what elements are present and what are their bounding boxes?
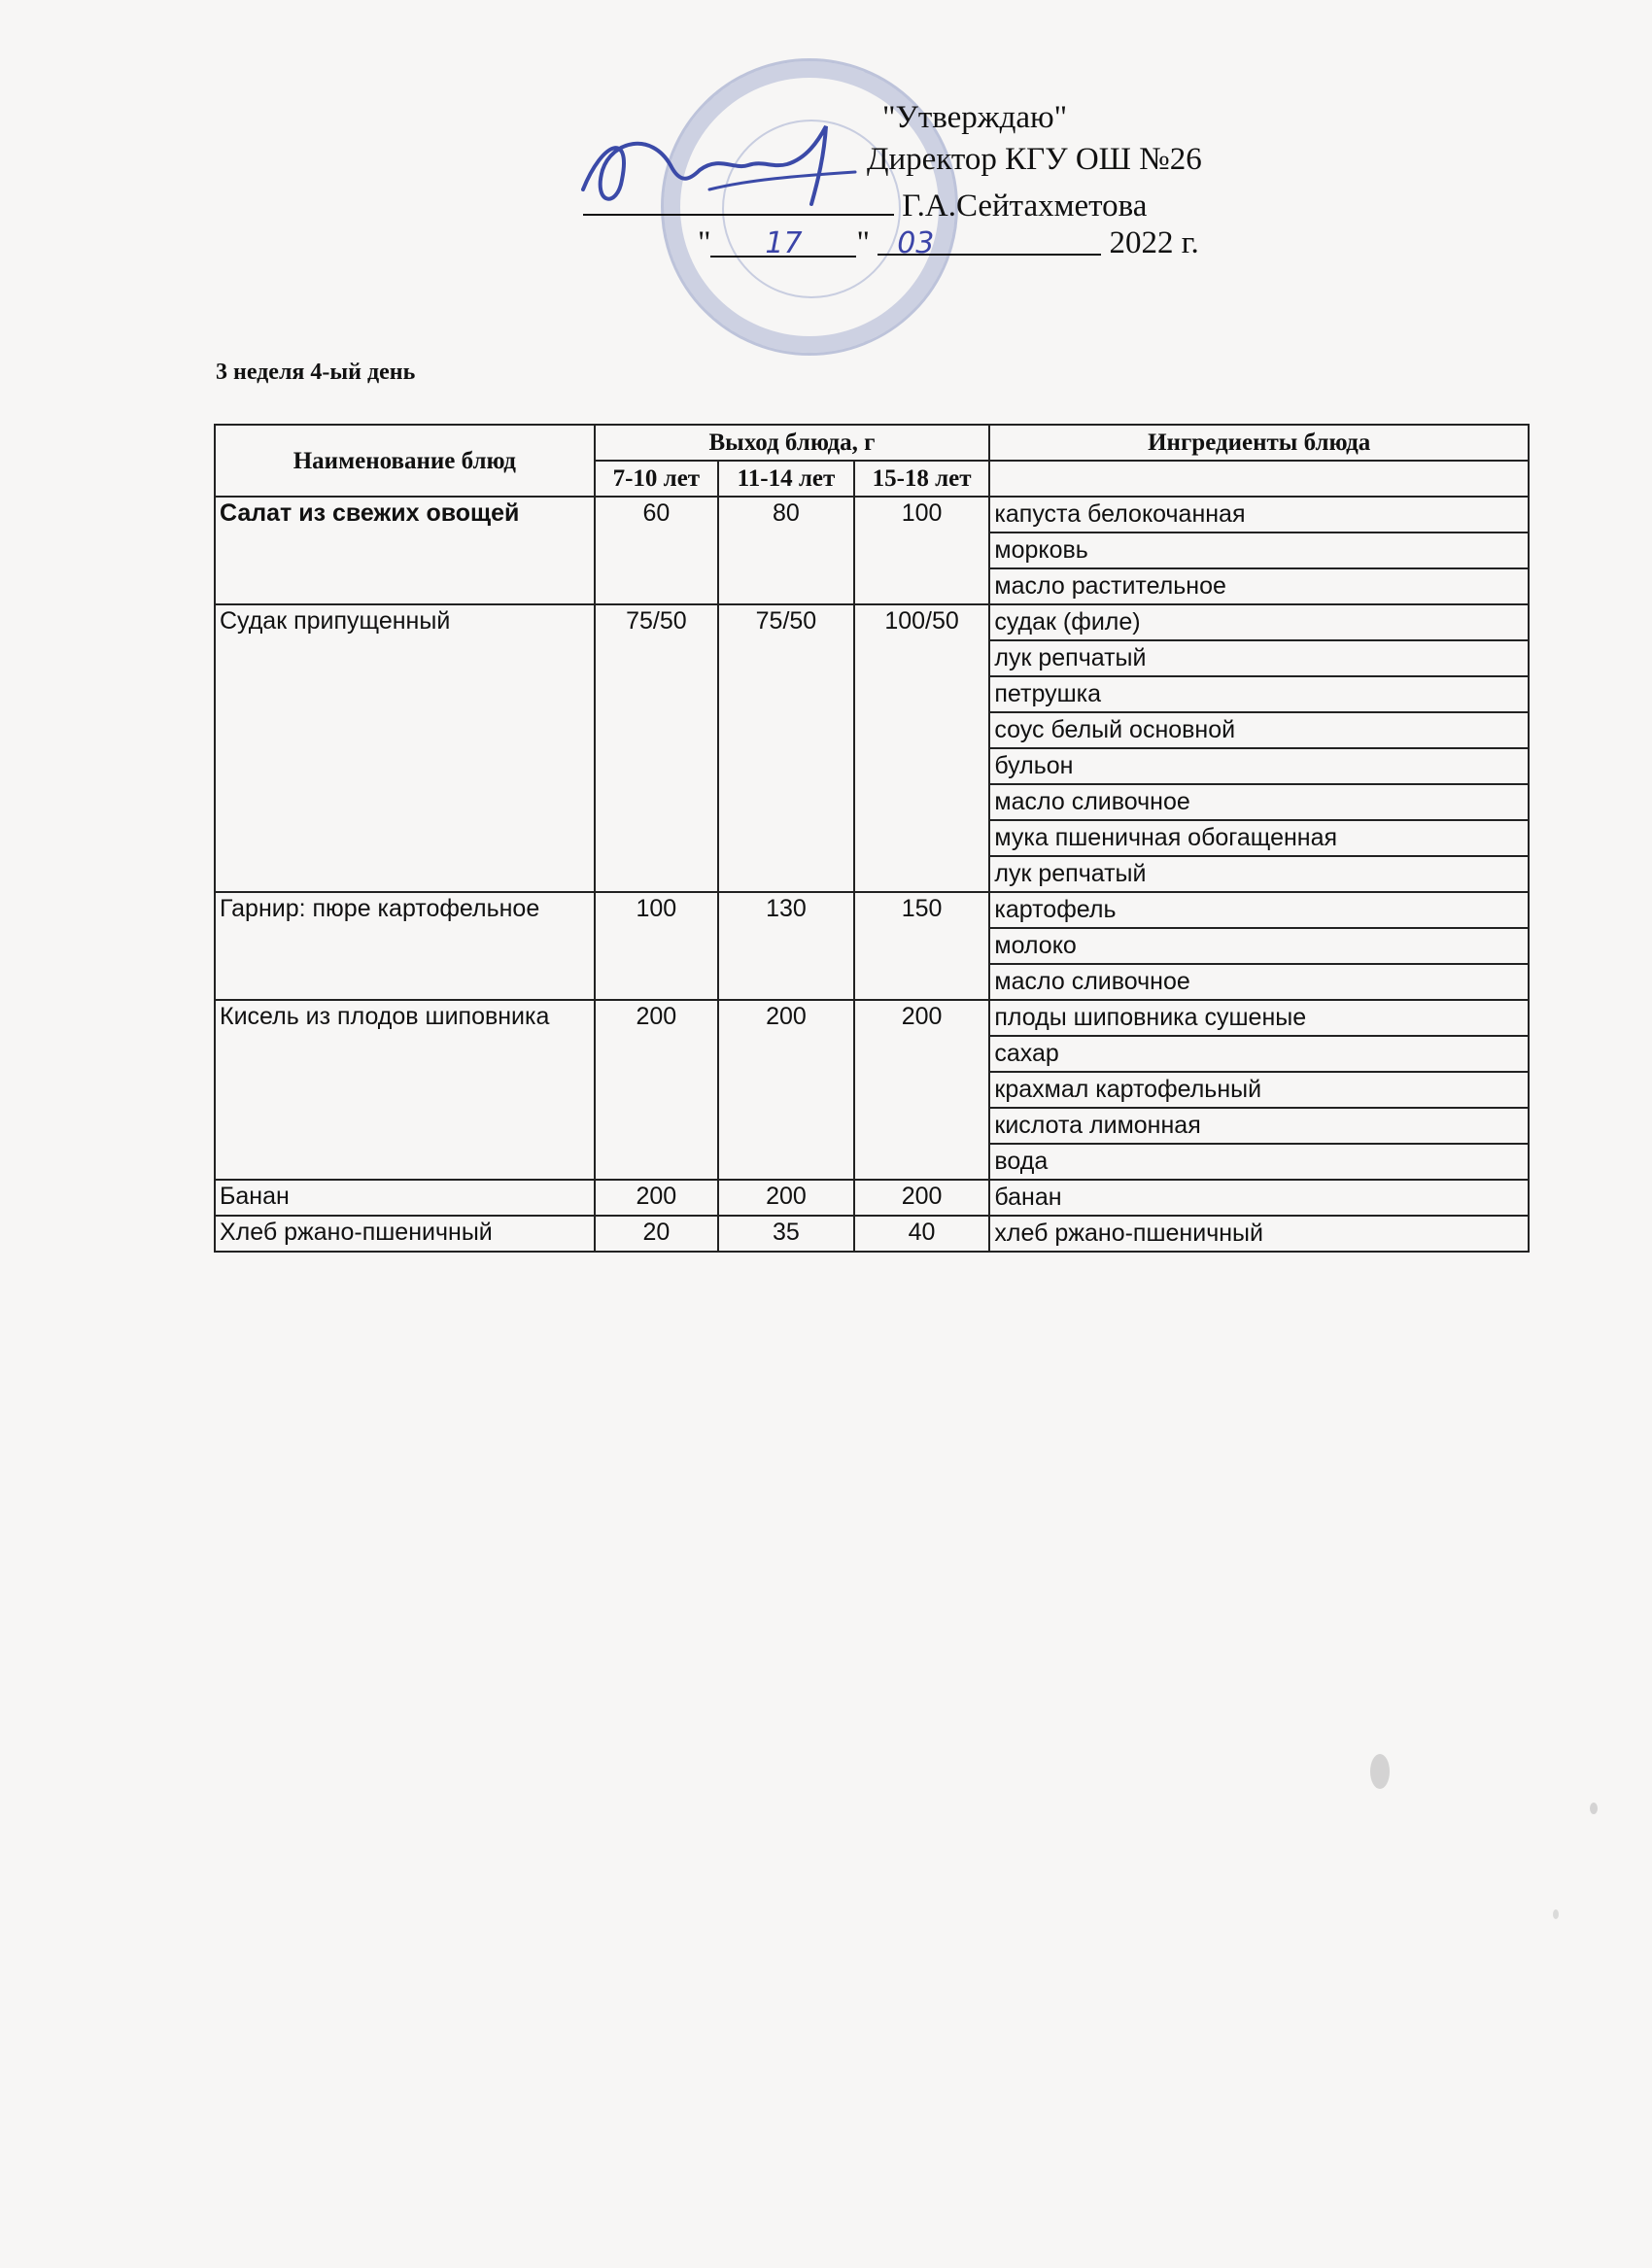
date-quote-close: " xyxy=(856,225,870,260)
dish-name: Гарнир: пюре картофельное xyxy=(215,892,595,1000)
yield-7-10: 75/50 xyxy=(595,604,719,892)
approval-name-line xyxy=(583,181,1263,223)
ingredient: банан xyxy=(989,1180,1529,1216)
menu-table xyxy=(214,424,1530,1253)
ingredient: петрушка xyxy=(989,676,1529,712)
table-row xyxy=(215,892,1529,928)
dish-name: Кисель из плодов шиповника xyxy=(215,1000,595,1180)
yield-11-14: 80 xyxy=(718,497,854,604)
header-yield: Выход блюда, г xyxy=(595,425,990,461)
header-ingredients: Ингредиенты блюда xyxy=(989,425,1529,461)
table-row xyxy=(215,604,1529,640)
header-dish: Наименование блюд xyxy=(215,425,595,497)
yield-11-14: 75/50 xyxy=(718,604,854,892)
menu-day-subtitle: 3 неделя 4-ый день xyxy=(216,360,416,385)
header-age-15-18: 15-18 лет xyxy=(854,461,990,497)
yield-7-10: 60 xyxy=(595,497,719,604)
ingredient: картофель xyxy=(989,892,1529,928)
dish-name: Хлеб ржано-пшеничный xyxy=(215,1216,595,1252)
yield-7-10: 200 xyxy=(595,1000,719,1180)
table-row xyxy=(215,1000,1529,1036)
ingredient: масло сливочное xyxy=(989,964,1529,1000)
yield-15-18: 100 xyxy=(854,497,990,604)
yield-11-14: 200 xyxy=(718,1000,854,1180)
approval-block xyxy=(583,97,1263,264)
approval-date-line xyxy=(583,223,1263,264)
ingredient: плоды шиповника сушеные xyxy=(989,1000,1529,1036)
yield-15-18: 200 xyxy=(854,1000,990,1180)
approval-title: "Утверждаю" xyxy=(882,100,1068,135)
ingredient: молоко xyxy=(989,928,1529,964)
date-month: 03 xyxy=(897,226,935,260)
approval-name: Г.А.Сейтахметова xyxy=(902,189,1148,223)
ingredient: сахар xyxy=(989,1036,1529,1072)
header-age-11-14: 11-14 лет xyxy=(718,461,854,497)
ingredient: кислота лимонная xyxy=(989,1108,1529,1144)
date-year: 2022 г. xyxy=(1109,225,1199,260)
header-row-1 xyxy=(215,425,1529,461)
yield-7-10: 20 xyxy=(595,1216,719,1252)
dish-name: Салат из свежих овощей xyxy=(215,497,595,604)
ingredient: мука пшеничная обогащенная xyxy=(989,820,1529,856)
yield-11-14: 130 xyxy=(718,892,854,1000)
yield-15-18: 150 xyxy=(854,892,990,1000)
date-day-blank xyxy=(710,223,856,258)
dish-name: Банан xyxy=(215,1180,595,1216)
ingredient: лук репчатый xyxy=(989,640,1529,676)
yield-7-10: 200 xyxy=(595,1180,719,1216)
header-ingredients-empty xyxy=(989,461,1529,497)
yield-15-18: 40 xyxy=(854,1216,990,1252)
ingredient: масло сливочное xyxy=(989,784,1529,820)
yield-11-14: 35 xyxy=(718,1216,854,1252)
ingredient: бульон xyxy=(989,748,1529,784)
date-quote-open: " xyxy=(698,225,711,260)
ingredient: вода xyxy=(989,1144,1529,1180)
approval-position: Директор КГУ ОШ №26 xyxy=(867,142,1202,177)
ingredient: судак (филе) xyxy=(989,604,1529,640)
yield-15-18: 100/50 xyxy=(854,604,990,892)
scan-speck xyxy=(1590,1803,1598,1814)
yield-7-10: 100 xyxy=(595,892,719,1000)
ingredient: морковь xyxy=(989,533,1529,568)
ingredient: хлеб ржано-пшеничный xyxy=(989,1216,1529,1252)
date-day: 17 xyxy=(765,226,803,260)
table-row xyxy=(215,497,1529,533)
table-row xyxy=(215,1180,1529,1216)
scan-speck xyxy=(1553,1909,1559,1919)
yield-11-14: 200 xyxy=(718,1180,854,1216)
ingredient: крахмал картофельный xyxy=(989,1072,1529,1108)
signature-blank xyxy=(583,181,894,216)
date-month-blank xyxy=(878,223,1101,260)
scan-speck xyxy=(1370,1754,1390,1789)
ingredient: капуста белокочанная xyxy=(989,497,1529,533)
table-row xyxy=(215,1216,1529,1252)
ingredient: масло растительное xyxy=(989,568,1529,604)
menu-table-body xyxy=(215,497,1529,1252)
ingredient: лук репчатый xyxy=(989,856,1529,892)
dish-name: Судак припущенный xyxy=(215,604,595,892)
header-age-7-10: 7-10 лет xyxy=(595,461,719,497)
yield-15-18: 200 xyxy=(854,1180,990,1216)
ingredient: соус белый основной xyxy=(989,712,1529,748)
